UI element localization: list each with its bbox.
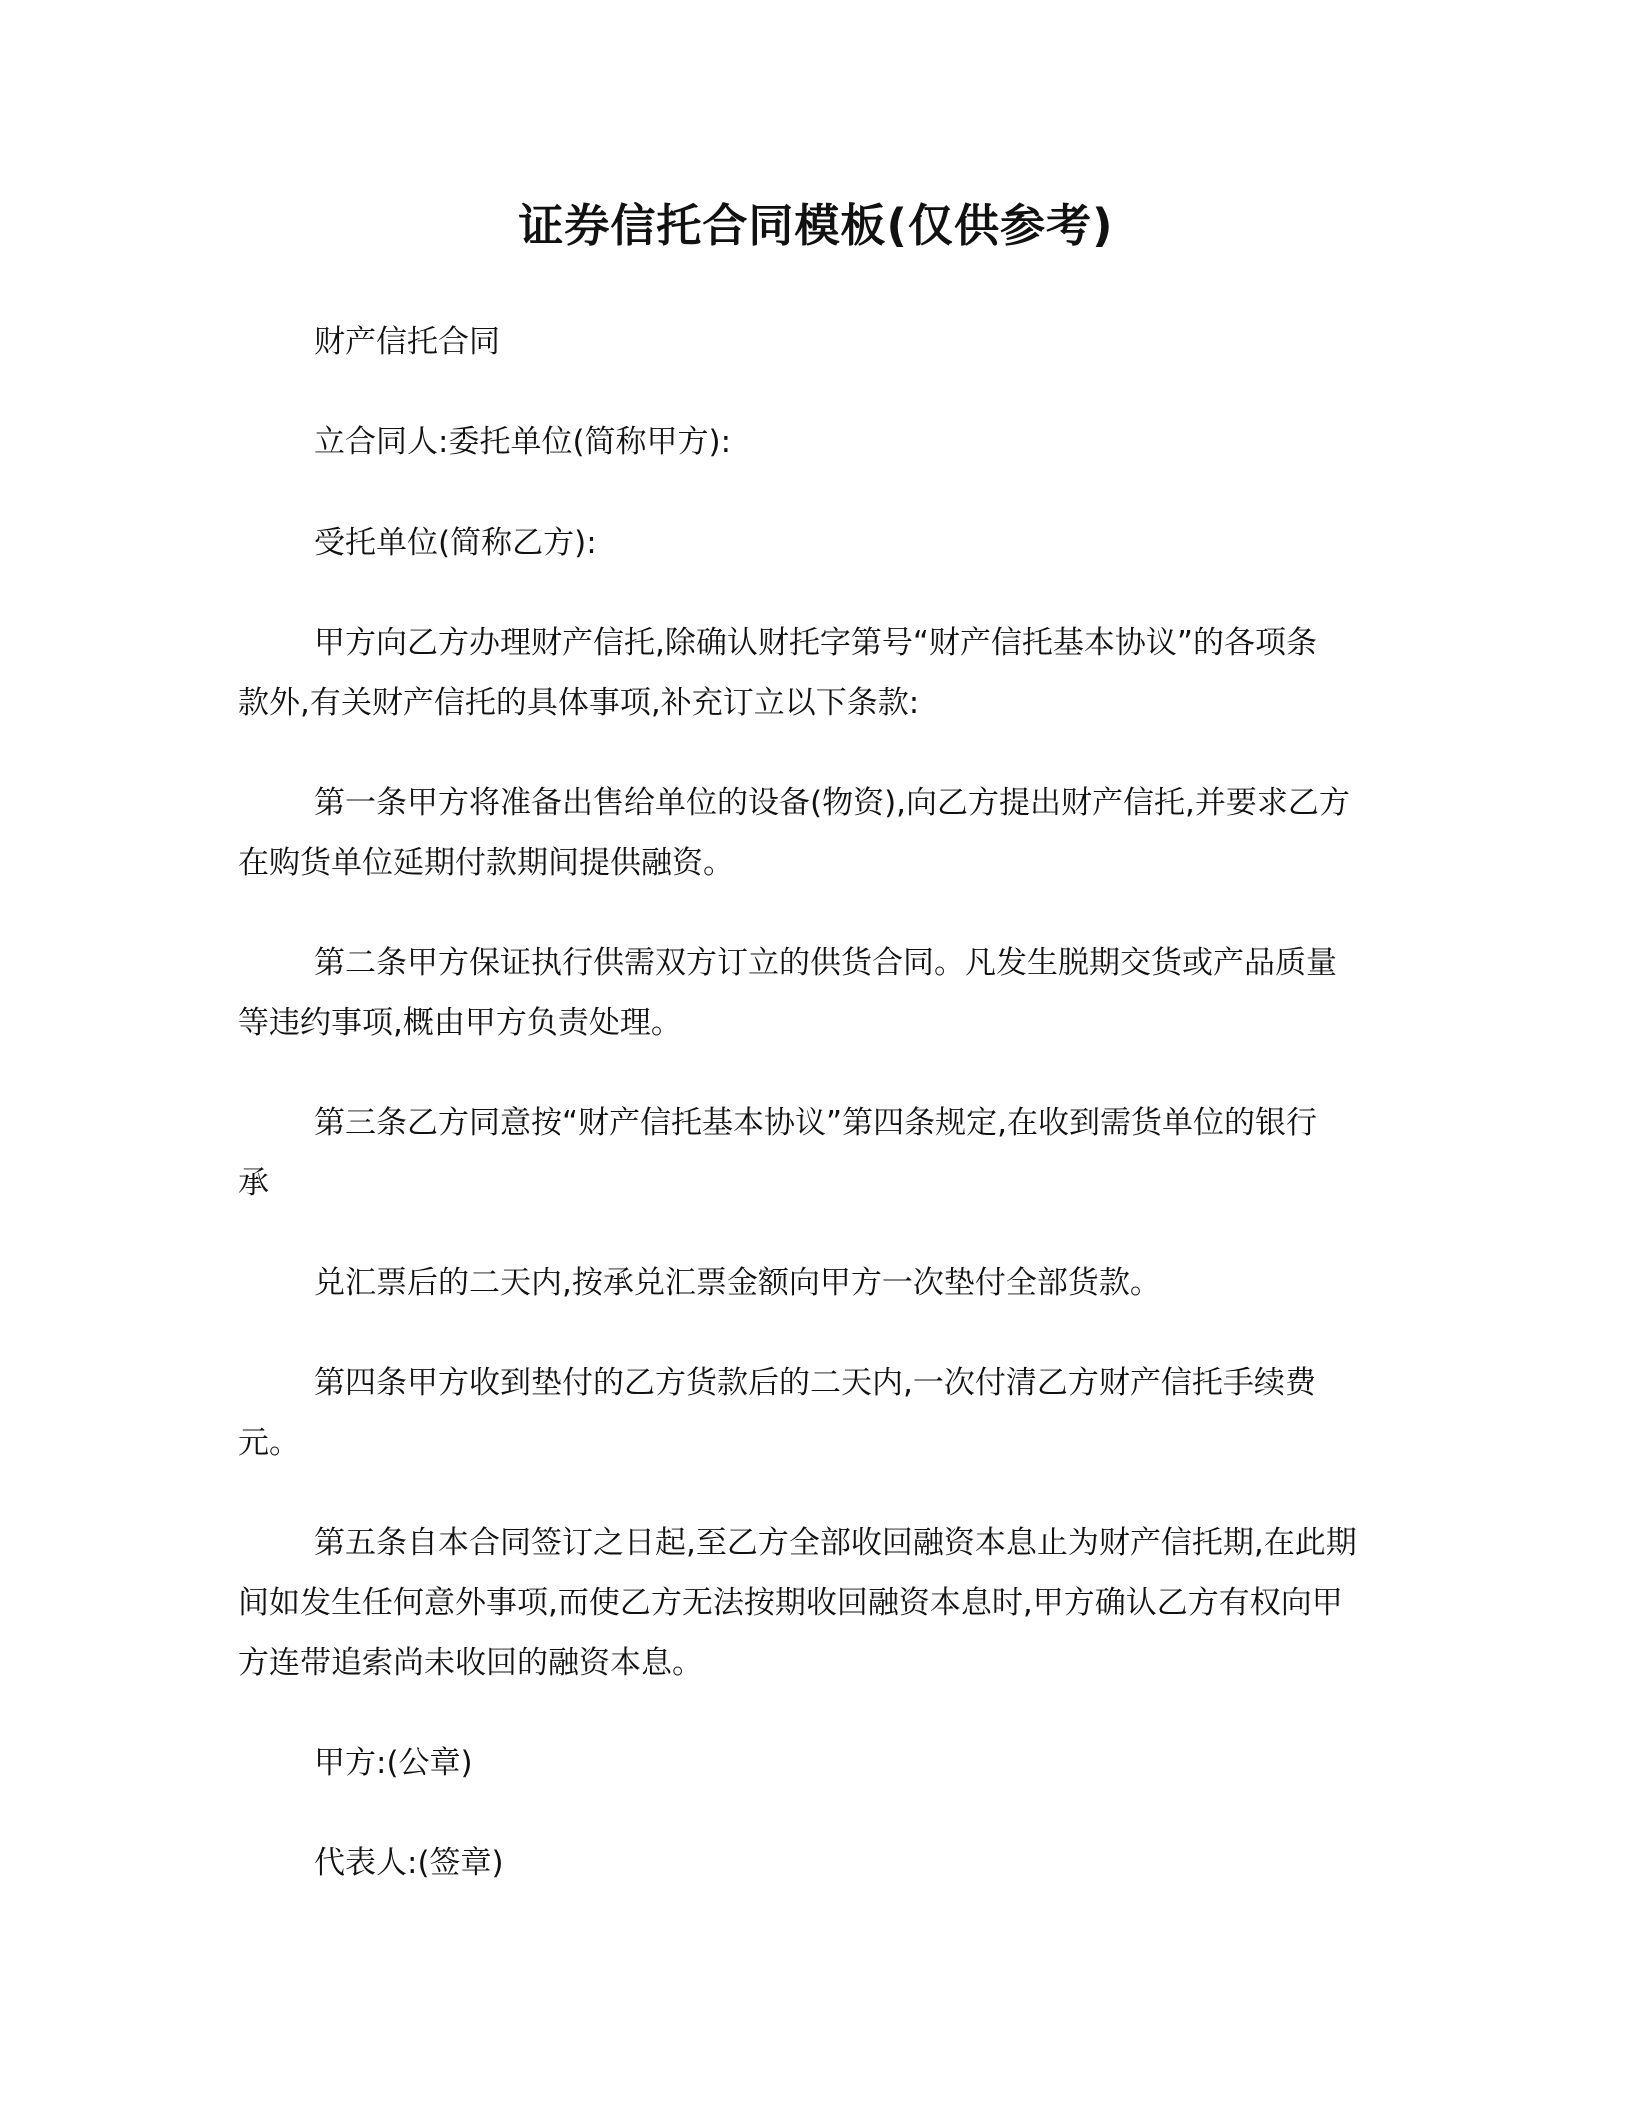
document-title: 证券信托合同模板(仅供参考)	[518, 199, 1114, 252]
paragraph-party-a	[238, 412, 1398, 472]
paragraph-article-3	[238, 1093, 1398, 1213]
paragraph-line: 第二条甲方保证执行供需双方订立的供货合同。凡发生脱期交货或产品质量	[314, 945, 1337, 981]
paragraph-line: 甲方:(公章)	[314, 1745, 473, 1781]
paragraph-article-2	[238, 933, 1398, 1053]
paragraph-line: 第五条自本合同签订之日起,至乙方全部收回融资本息止为财产信托期,在此期	[314, 1525, 1357, 1561]
paragraph-contract-name	[238, 312, 1398, 372]
paragraph-article-5	[238, 1513, 1398, 1693]
paragraph-line: 间如发生任何意外事项,而使乙方无法按期收回融资本息时,甲方确认乙方有权向甲	[238, 1585, 1343, 1621]
paragraph-line: 元。	[238, 1425, 300, 1461]
paragraph-signature-representative	[238, 1833, 1398, 1893]
paragraph-line: 款外,有关财产信托的具体事项,补充订立以下条款:	[238, 685, 920, 721]
paragraph-line: 财产信托合同	[314, 324, 500, 360]
paragraph-line: 承	[238, 1165, 269, 1201]
paragraph-party-b	[238, 513, 1398, 573]
paragraph-line: 代表人:(签章)	[314, 1845, 504, 1881]
paragraph-line: 受托单位(简称乙方):	[314, 525, 597, 561]
paragraph-line: 立合同人:委托单位(简称甲方):	[314, 424, 732, 460]
paragraph-line: 甲方向乙方办理财产信托,除确认财托字第号“财产信托基本协议”的各项条	[314, 625, 1317, 661]
paragraph-signature-party-a	[238, 1733, 1398, 1793]
paragraph-line: 第一条甲方将准备出售给单位的设备(物资),向乙方提出财产信托,并要求乙方	[314, 785, 1350, 821]
paragraph-line: 兑汇票后的二天内,按承兑汇票金额向甲方一次垫付全部货款。	[314, 1265, 1161, 1301]
paragraph-article-4	[238, 1353, 1398, 1473]
paragraph-line: 第三条乙方同意按“财产信托基本协议”第四条规定,在收到需货单位的银行	[314, 1105, 1317, 1141]
paragraph-line: 第四条甲方收到垫付的乙方货款后的二天内,一次付清乙方财产信托手续费	[314, 1365, 1316, 1401]
paragraph-line: 方连带追索尚未收回的融资本息。	[238, 1645, 703, 1681]
paragraph-line: 等违约事项,概由甲方负责处理。	[238, 1005, 682, 1041]
paragraph-article-1	[238, 773, 1398, 893]
paragraph-article-3-continued	[238, 1253, 1398, 1313]
paragraph-line: 在购货单位延期付款期间提供融资。	[238, 845, 734, 881]
paragraph-intro	[238, 613, 1398, 733]
